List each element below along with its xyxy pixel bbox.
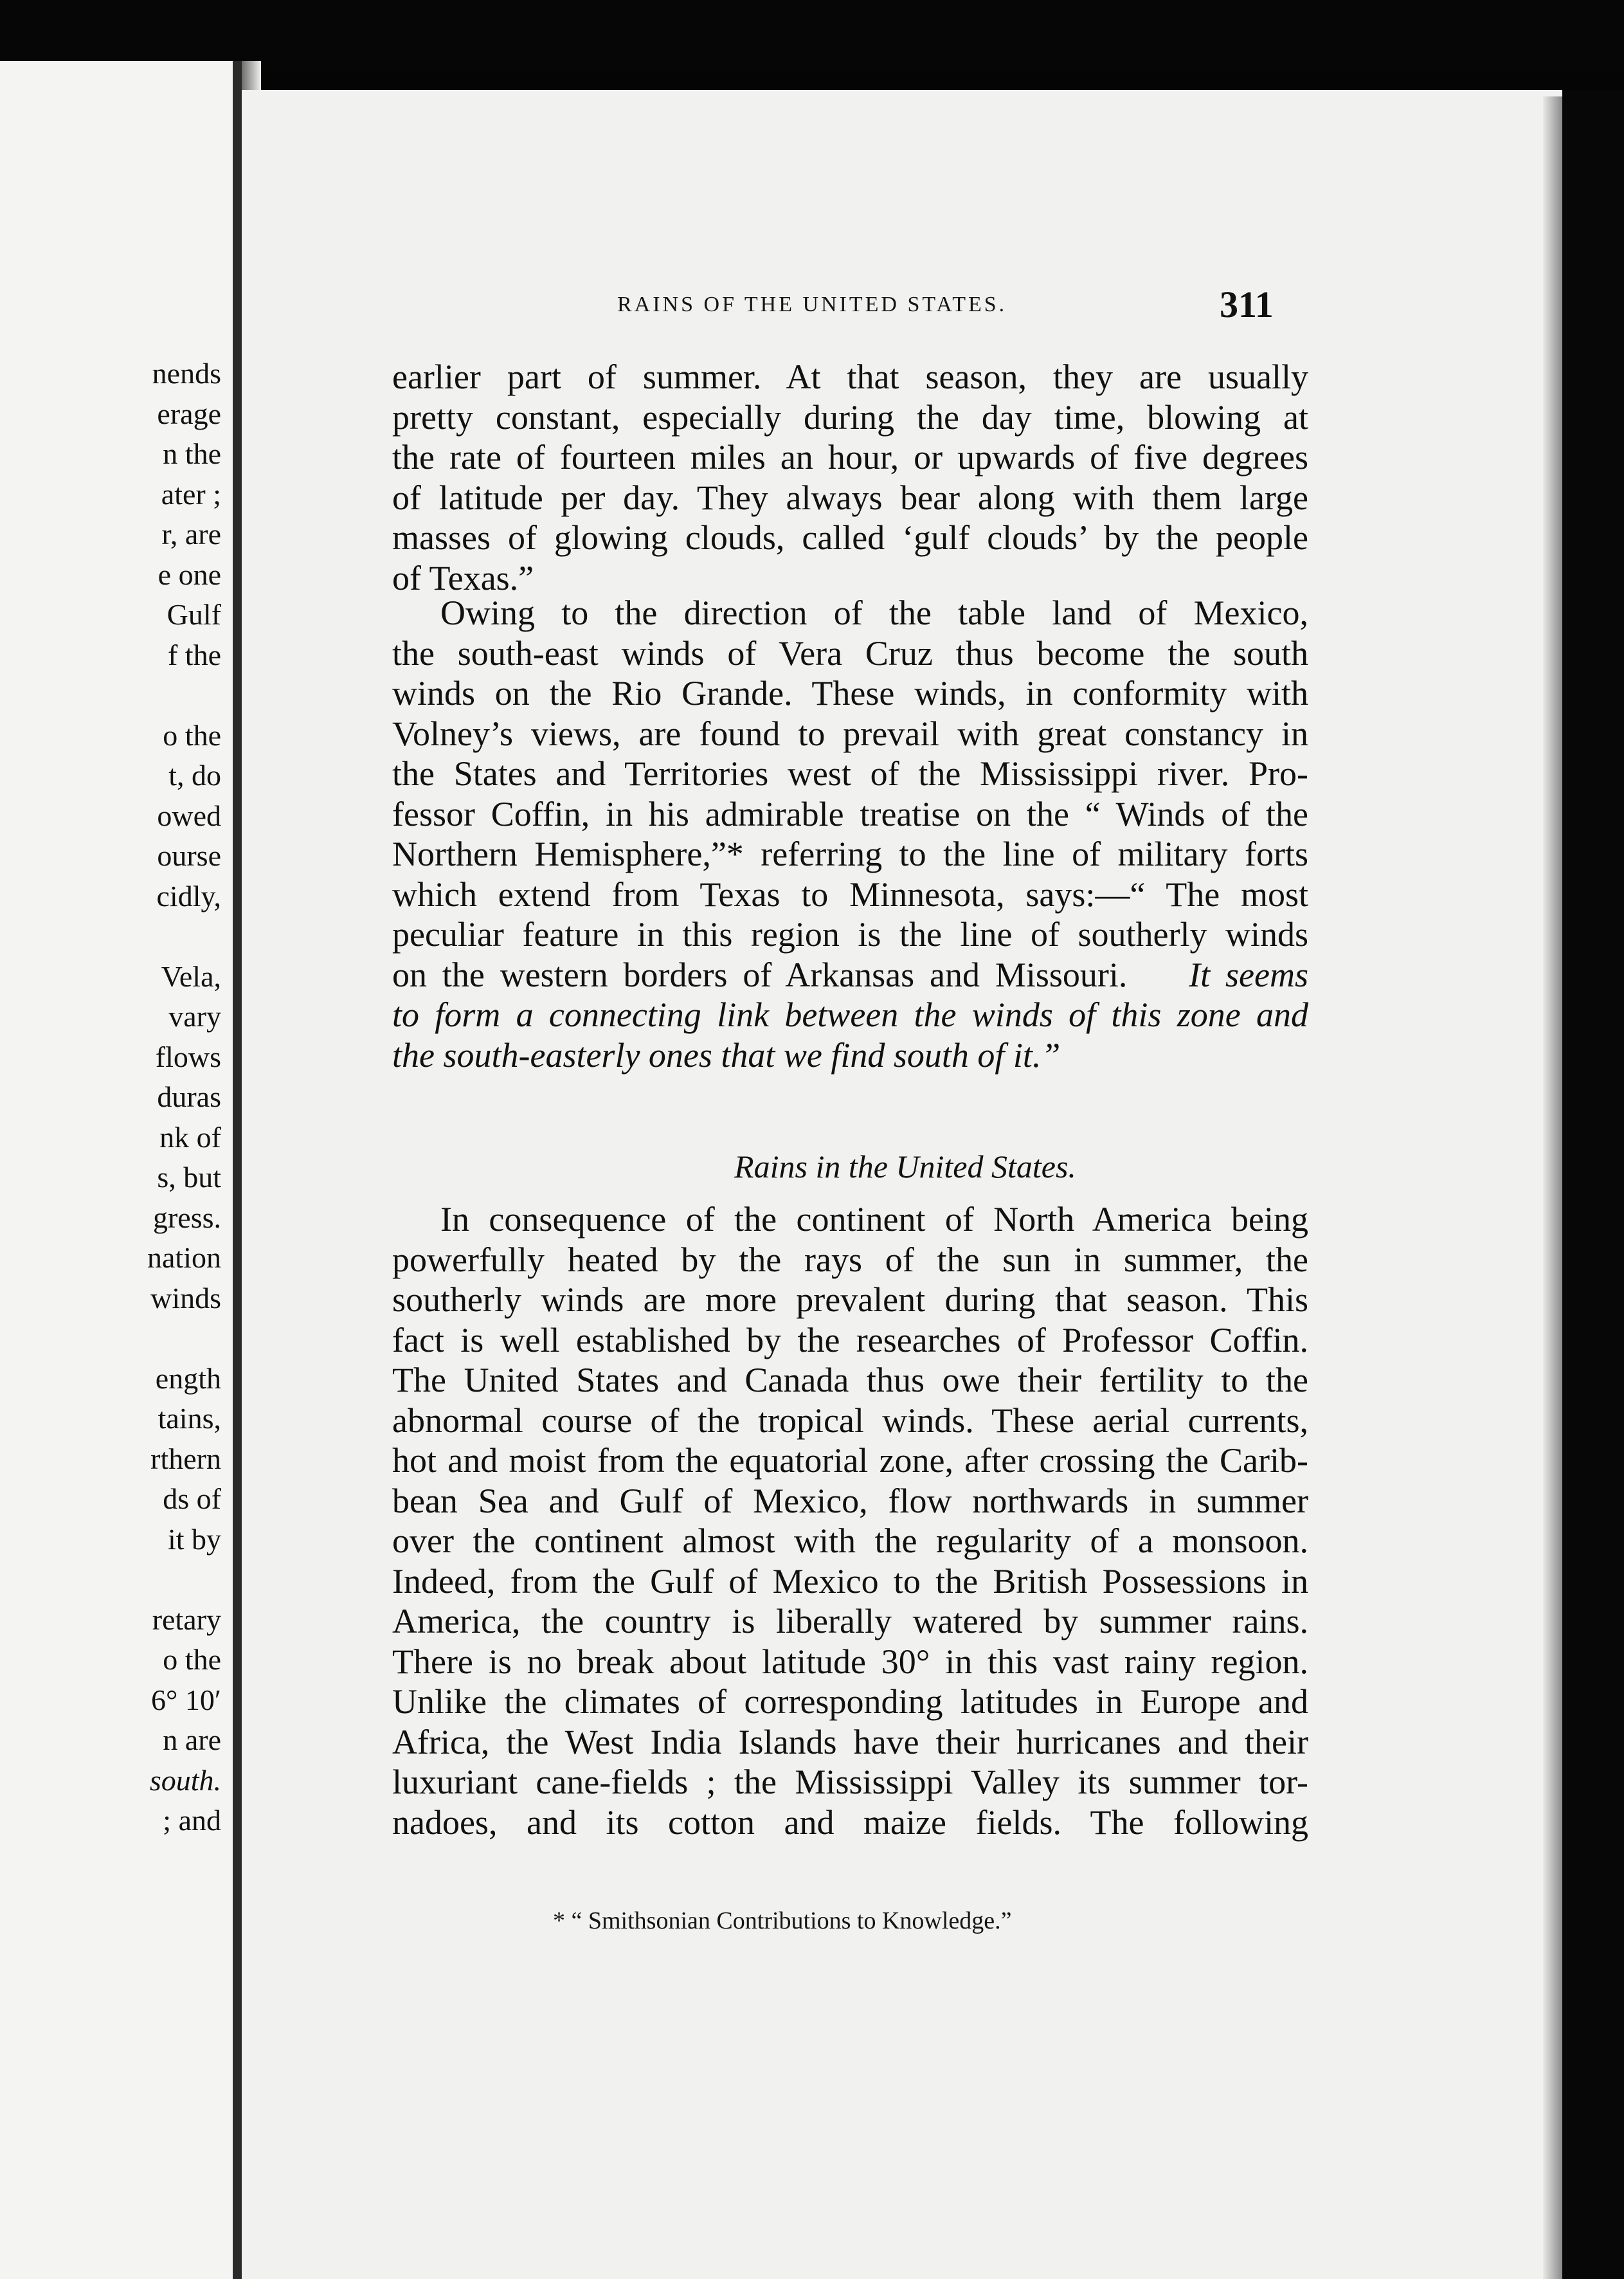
paragraph-texas-winds — [392, 357, 1308, 598]
facing-page-text-fragment: 6° 10′ — [151, 1683, 221, 1716]
facing-page-text-fragment: nk of — [159, 1120, 221, 1154]
facing-page-text-fragment: retary — [152, 1603, 221, 1636]
text-line: which extend from Texas to Minnesota, says:—“ The most — [392, 875, 1308, 914]
text-line: America, the country is liberally watered by summer rains. — [392, 1602, 1308, 1640]
text-line: pretty constant, especially during the day time, blowing at — [392, 397, 1308, 437]
text-line: peculiar feature in this region is the line of southerly winds — [392, 915, 1308, 954]
text-line: luxuriant cane-fields ; the Mississippi Valley its summer tor- — [392, 1763, 1308, 1801]
text-line: fact is well established by the researches of Professor Coffin. — [392, 1320, 1308, 1359]
text-line: fessor Coffin, in his admirable treatise on the “ Winds of the — [392, 794, 1308, 833]
text-line: the south-east winds of Vera Cruz thus become the south — [392, 633, 1308, 673]
facing-page-text-fragment: f the — [167, 638, 221, 671]
text-line: Owing to the direction of the table land of Mexico, — [440, 594, 1308, 632]
facing-page-text-fragment: e one — [158, 558, 221, 591]
facing-page-text-fragment: it by — [167, 1522, 221, 1556]
facing-page-text-fragment: ; and — [163, 1804, 221, 1837]
facing-page-text-fragment: ater ; — [161, 477, 221, 511]
text-line: Unlike the climates of corresponding latitudes in Europe and — [392, 1682, 1308, 1721]
facing-page-text-fragment: nends — [152, 357, 221, 390]
text-line: There is no break about latitude 30° in this vast rainy region. — [392, 1642, 1308, 1681]
paragraph-rains — [392, 1199, 1308, 1842]
text-line: The United States and Canada thus owe their fertility to the — [392, 1361, 1308, 1399]
page-number: 311 — [1220, 284, 1274, 325]
facing-page-text-fragment: duras — [157, 1080, 221, 1113]
text-line: bean Sea and Gulf of Mexico, flow northwards in summer — [392, 1481, 1308, 1520]
italic-span: It seems — [1189, 955, 1308, 994]
facing-page-text-fragment: winds — [150, 1281, 221, 1314]
facing-page-text-fragment: n are — [163, 1723, 221, 1756]
facing-page-text-fragment: o the — [163, 1643, 221, 1676]
text-line: earlier part of summer. At that season, they are usually — [392, 358, 1308, 396]
page-edge — [1543, 96, 1562, 2279]
text-line: over the continent almost with the regularity of a monsoon. — [392, 1521, 1308, 1560]
facing-page-text-fragment: gress. — [152, 1201, 221, 1234]
facing-page-text-fragment: n the — [163, 437, 221, 470]
facing-page-text-fragment: south. — [149, 1763, 221, 1797]
facing-page-text-fragment: t, do — [168, 759, 221, 792]
facing-page-text-fragment: ength — [155, 1361, 221, 1395]
text-line: winds on the Rio Grande. These winds, in conformity with — [392, 674, 1308, 713]
text-line: southerly winds are more prevalent during that season. This — [392, 1280, 1308, 1319]
text-line: Africa, the West India Islands have their hurricanes and their — [392, 1722, 1308, 1761]
paragraph-mexico-table-land — [392, 593, 1308, 1075]
text-line: abnormal course of the tropical winds. These aerial currents, — [392, 1401, 1308, 1440]
facing-page-text-fragment: tains, — [158, 1402, 221, 1435]
facing-page-text-fragment: o the — [163, 718, 221, 752]
facing-page-text-fragment: rthern — [150, 1442, 221, 1475]
text-line: the rate of fourteen miles an hour, or upwards of five degrees — [392, 438, 1308, 477]
text-line: the States and Territories west of the Mississippi river. Pro- — [392, 754, 1308, 793]
footnote: * “ Smithsonian Contributions to Knowledge.” — [553, 1907, 1012, 1934]
italic-text-line: to form a connecting link between the winds of this zone and — [392, 995, 1308, 1034]
text-line: nadoes, and its cotton and maize fields. The following — [392, 1802, 1308, 1842]
facing-page-text-fragment: cidly, — [156, 879, 221, 913]
text-line-mixed — [392, 955, 1308, 995]
text-line: of latitude per day. They always bear along with them large — [392, 478, 1308, 517]
text-line: Indeed, from the Gulf of Mexico to the British Possessions in — [392, 1561, 1308, 1601]
text-line: Volney’s views, are found to prevail with great constancy in — [392, 714, 1308, 753]
text-line: hot and moist from the equatorial zone, after crossing the Carib- — [392, 1441, 1308, 1480]
facing-page-text-fragment: Gulf — [167, 598, 221, 631]
running-head: RAINS OF THE UNITED STATES. — [617, 293, 1007, 316]
facing-page-text-fragment: nation — [147, 1241, 221, 1274]
facing-page-text-fragment: erage — [157, 397, 221, 430]
text-line: In consequence of the continent of North America being — [440, 1200, 1308, 1239]
facing-page-text-fragment: flows — [155, 1040, 221, 1073]
facing-page-text-fragment: ds of — [163, 1482, 221, 1515]
facing-page-text-fragment: r, are — [161, 518, 221, 550]
section-heading: Rains in the United States. — [734, 1149, 1076, 1185]
scan-top-border — [0, 0, 1624, 71]
facing-page-text-fragment: vary — [168, 1000, 221, 1033]
facing-page-text-fragment: ourse — [157, 839, 221, 872]
text-span: on the western borders of Arkansas and Missouri. — [392, 955, 1128, 994]
text-line: powerfully heated by the rays of the sun in summer, the — [392, 1240, 1308, 1279]
text-line: masses of glowing clouds, called ‘gulf clouds’ by the people — [392, 518, 1308, 557]
italic-text-line: the south-easterly ones that we find south of it.” — [392, 1035, 1061, 1075]
facing-page-text-fragment: s, but — [157, 1161, 221, 1194]
text-line: of Texas.” — [392, 558, 534, 597]
facing-page-text-fragment: Vela, — [161, 959, 221, 993]
facing-page-text-fragment: owed — [157, 799, 221, 832]
text-line: Northern Hemisphere,”* referring to the line of military forts — [392, 835, 1308, 873]
